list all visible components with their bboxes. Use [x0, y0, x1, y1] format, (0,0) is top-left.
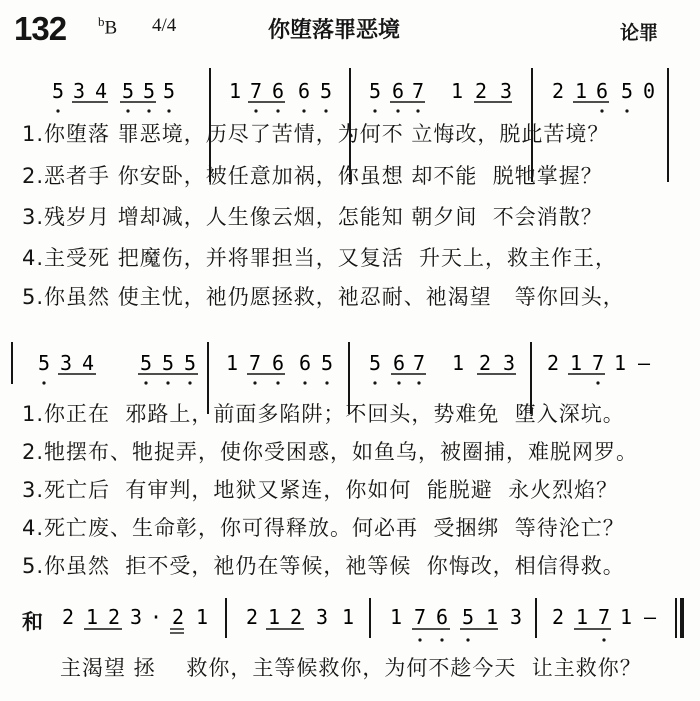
note: 6 [298, 79, 311, 103]
lyric-line: 5.你虽然 使主忧，祂仍愿拯救，祂忍耐、祂渴望 等你回头， [22, 285, 625, 309]
octave-dots [42, 381, 599, 384]
note: 3 [130, 605, 143, 629]
note: 2 [62, 605, 75, 629]
lyric-line: 2.恶者手 你安卧，被任意加祸，你虽想 却不能 脱牠掌握？ [22, 164, 603, 188]
note: 5 [163, 79, 176, 103]
note: 5 [321, 351, 334, 375]
note: 7 [249, 351, 262, 375]
note: 1 [570, 351, 583, 375]
note: 3 [73, 79, 86, 103]
note: 1 [86, 605, 99, 629]
note: 3 [60, 351, 73, 375]
note: 1 [196, 605, 209, 629]
note: 7 [413, 351, 426, 375]
notation-row [38, 351, 651, 375]
note: 5 [621, 79, 634, 103]
note: 6 [436, 605, 449, 629]
note: 3 [500, 79, 513, 103]
note: 1 [576, 605, 589, 629]
note: 1 [620, 605, 633, 629]
note: 2 [479, 351, 492, 375]
note: 7 [592, 351, 605, 375]
note: 1 [226, 351, 239, 375]
note: 5 [184, 351, 197, 375]
note: 6 [272, 351, 285, 375]
note: 1 [390, 605, 403, 629]
notation-row [52, 79, 655, 103]
note: 7 [412, 79, 425, 103]
note: 6 [299, 351, 312, 375]
note: 4 [95, 79, 108, 103]
note: — [644, 605, 657, 629]
note: 7 [414, 605, 427, 629]
octave-dots [418, 638, 605, 641]
lyric-line: 5.你虽然 拒不受，祂仍在等候，祂等候 你悔改，相信得救。 [22, 554, 625, 578]
note: — [638, 351, 651, 375]
beam-lines [84, 629, 611, 633]
note: 6 [392, 79, 405, 103]
note: 6 [393, 351, 406, 375]
hymn-number: 132 [14, 10, 67, 47]
octave-dots [56, 109, 628, 112]
lyric-line: 1.你堕落 罪恶境，历尽了苦情，为何不 立悔改，脱此苦境？ [22, 122, 610, 146]
note: 1 [451, 79, 464, 103]
note: 2 [108, 605, 121, 629]
note: 7 [598, 605, 611, 629]
note: 3 [503, 351, 516, 375]
note: 6 [596, 79, 609, 103]
note: 1 [452, 351, 465, 375]
note: 2 [290, 605, 303, 629]
flat-sign: b [98, 14, 105, 29]
note: 5 [162, 351, 175, 375]
note: 2 [552, 79, 565, 103]
time-signature: 4/4 [152, 15, 177, 36]
note: 1 [268, 605, 281, 629]
note: 3 [510, 605, 523, 629]
note: 2 [172, 605, 185, 629]
refrain-label: 和 [22, 610, 43, 634]
lyric-line: 1.你正在 邪路上，前面多陷阱；不回头，势难免 堕入深坑。 [22, 402, 625, 426]
note: 2 [547, 351, 560, 375]
note: 5 [140, 351, 153, 375]
note: 2 [552, 605, 565, 629]
hymn-title: 你堕落罪恶境 [268, 18, 401, 43]
note: 1 [229, 79, 242, 103]
note: 4 [82, 351, 95, 375]
lyric-line: 4.死亡废、生命彰，你可得释放。何必再 受捆绑 等待沦亡？ [22, 516, 625, 540]
note: 5 [52, 79, 65, 103]
notation-row [62, 605, 657, 629]
lyric-line: 3.残岁月 增却减，人生像云烟，怎能知 朝夕间 不会消散？ [22, 205, 603, 229]
key-signature [98, 14, 117, 39]
note: 1 [575, 79, 588, 103]
note: 2 [246, 605, 259, 629]
key-note: B [104, 17, 118, 39]
note: 5 [320, 79, 333, 103]
lyric-line: 3.死亡后 有审判，地狱又紧连，你如何 能脱避 永火烈焰？ [22, 478, 619, 502]
note: 0 [643, 79, 656, 103]
note: 5 [369, 351, 382, 375]
note: 5 [122, 79, 135, 103]
lyric-line: 2.牠摆布、牠捉弄，使你受困惑，如鱼乌，被圈捕，难脱网罗。 [22, 440, 639, 464]
note: 5 [143, 79, 156, 103]
hymn-category: 论罪 [620, 22, 659, 44]
note: 1 [342, 605, 355, 629]
note: · [150, 605, 163, 629]
note: 5 [38, 351, 51, 375]
note: 3 [316, 605, 329, 629]
note: 1 [486, 605, 499, 629]
note: 1 [614, 351, 627, 375]
note: 6 [272, 79, 285, 103]
note: 2 [475, 79, 488, 103]
note: 5 [369, 79, 382, 103]
note: 5 [462, 605, 475, 629]
note: 7 [250, 79, 263, 103]
refrain-lyric-line: 主渴望 拯 救你，主等候救你，为何不趁今天 让主救你？ [60, 656, 642, 680]
lyric-line: 4.主受死 把魔伤，并将罪担当，又复活 升天上，救主作王， [22, 246, 618, 270]
